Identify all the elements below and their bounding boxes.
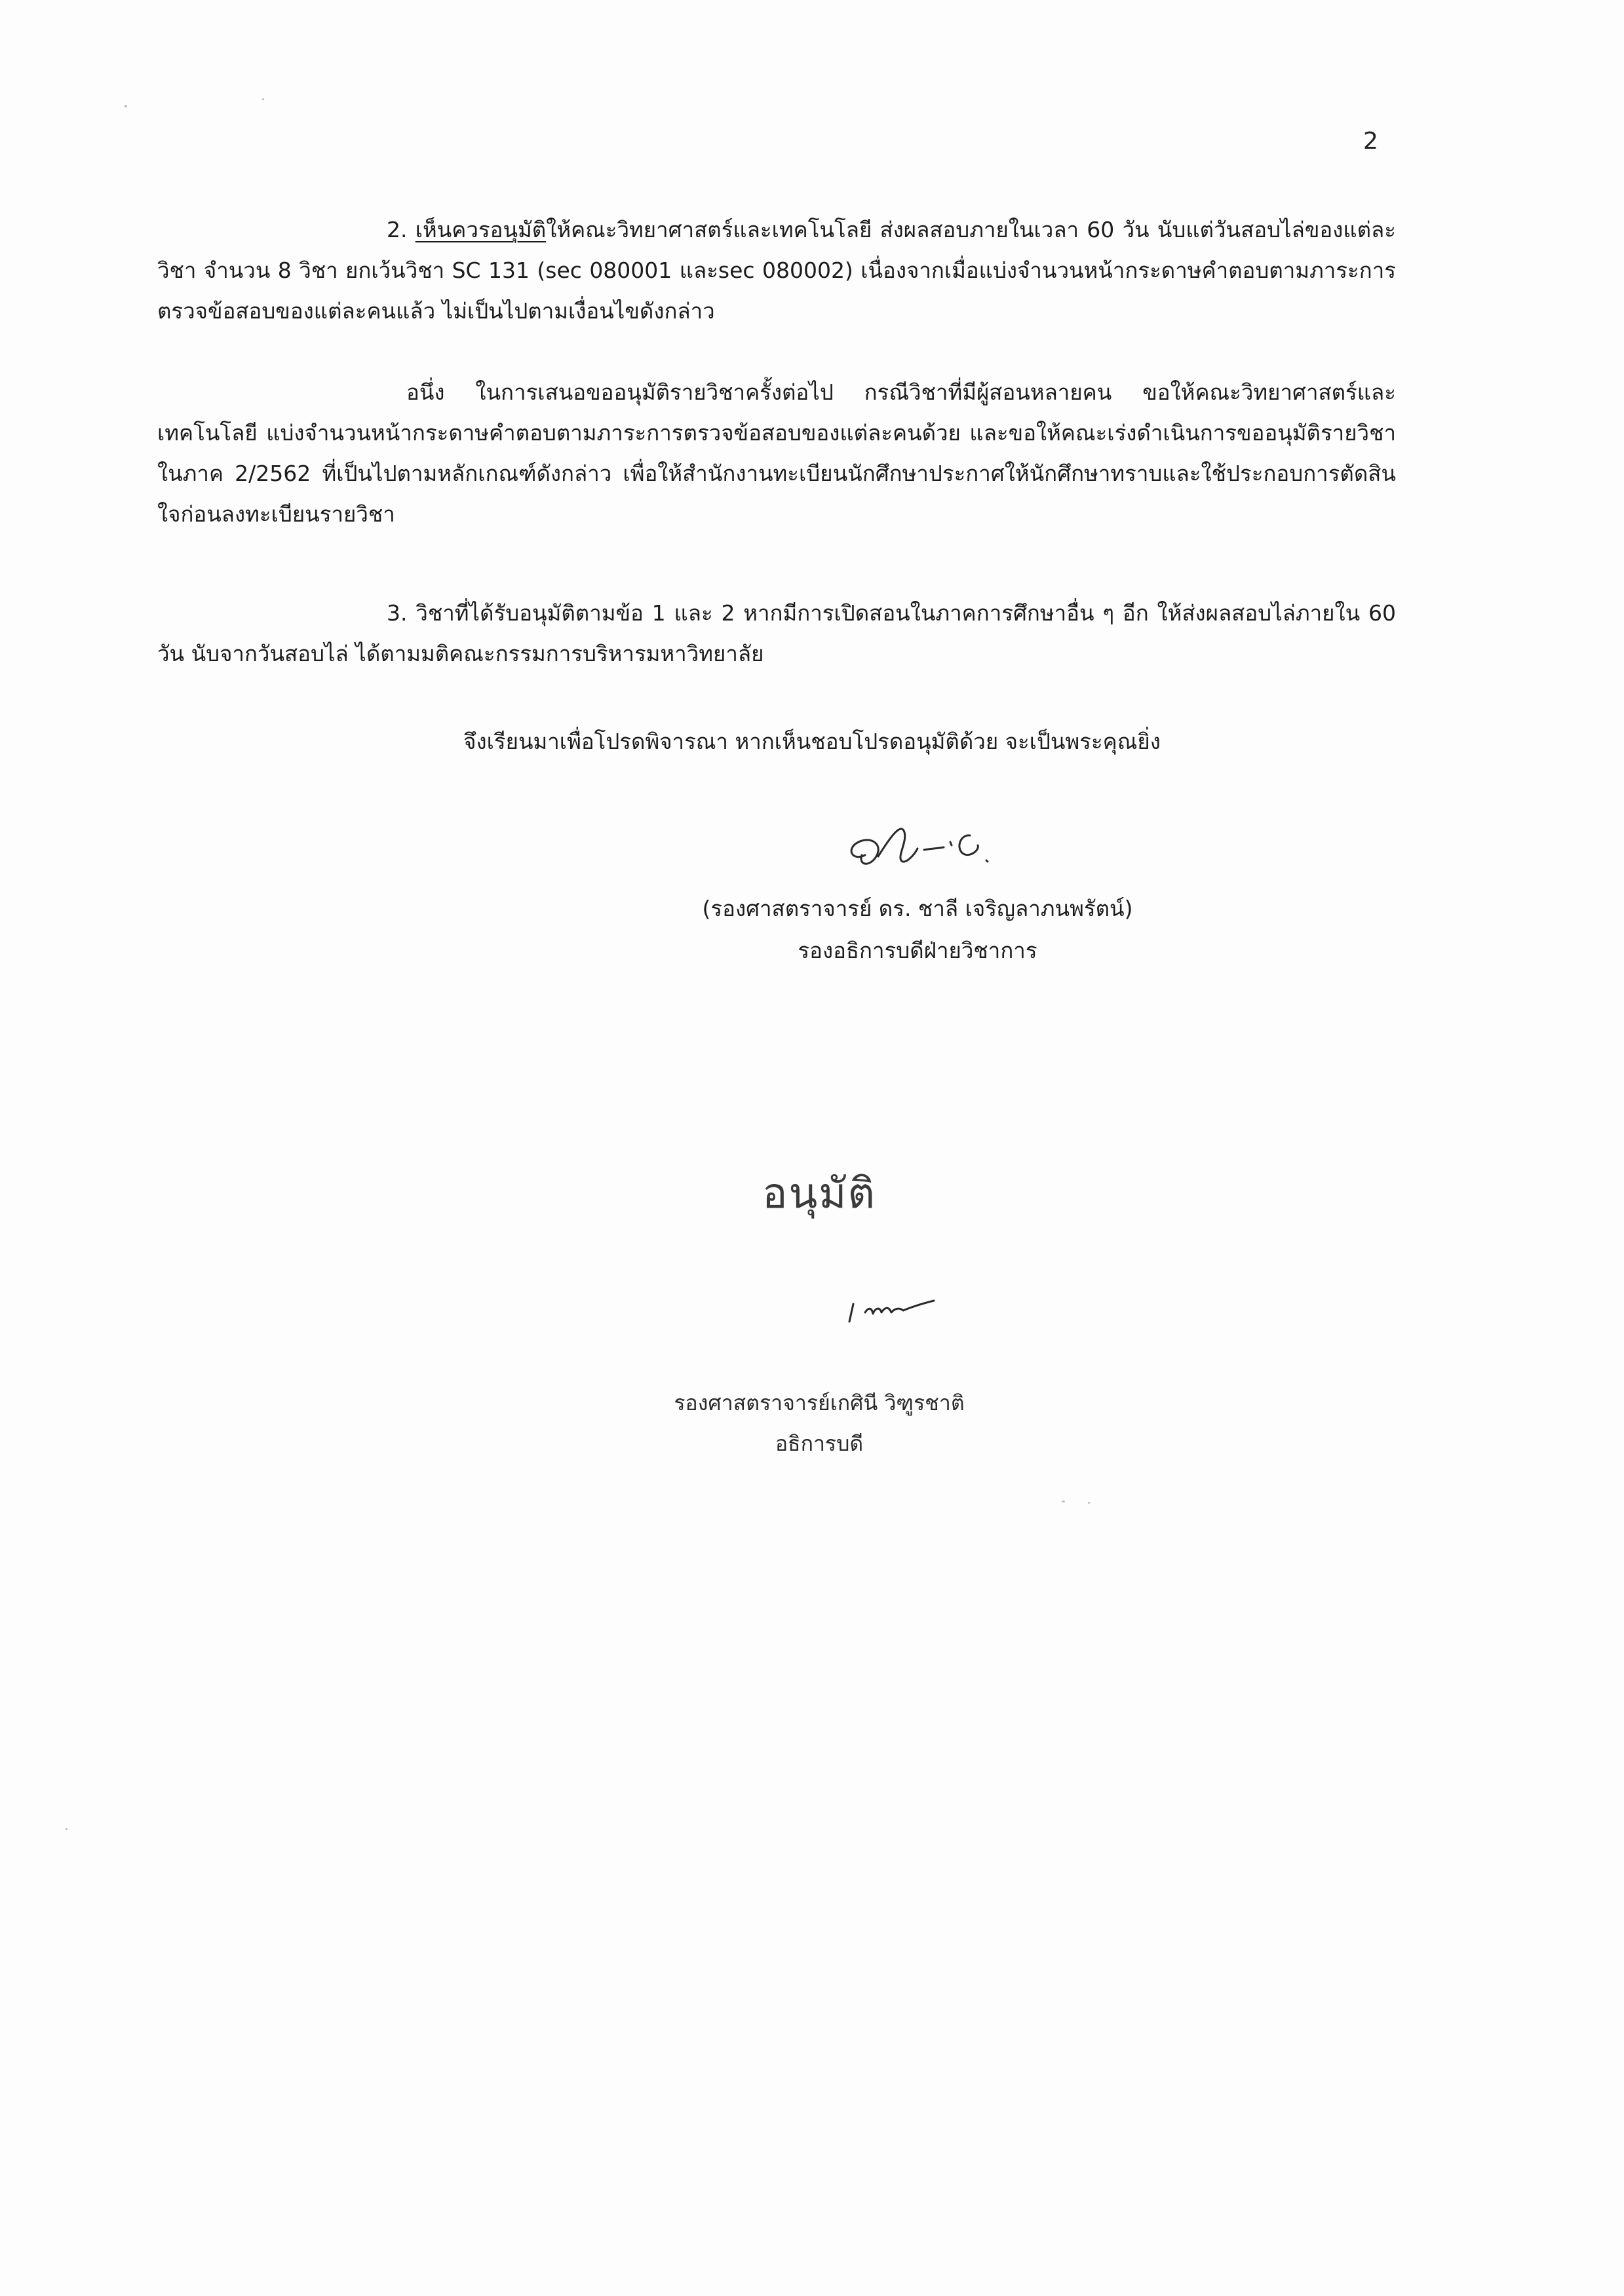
item-2-text: ให้คณะวิทยาศาสตร์และเทคโนโลยี ส่งผลสอบภายในเวลา 60 วัน นับแต่วันสอบไล่ของแต่ละวิชา จำนวน 8 วิชา ยกเว้นวิชา SC 131 (sec 080001 และsec 080002) เนื่องจากเมื่อแบ่งจำนวนหน้ากระดาษคำตอบตามภาระการตรวจข้อสอบของแต่ละคนแล้ว ไม่เป็นไปตามเงื่อนไขดังกล่าว	[157, 217, 1396, 324]
approval-stamp: อนุมัติ	[762, 1170, 876, 1218]
president-name: รองศาสตราจารย์เกศินี วิฑูรชาติ	[674, 1390, 965, 1415]
item-3-paragraph: 3. วิชาที่ได้รับอนุมัติตามข้อ 1 และ 2 หากมีการเปิดสอนในภาคการศึกษาอื่น ๆ อีก ให้ส่งผลสอบไล่ภายใน 60 วัน นับจากวันสอบไล่ ได้ตามมติคณะกรรมการบริหารมหาวิทยาลัย	[157, 600, 1396, 666]
scan-speck	[125, 105, 127, 107]
scan-speck	[1062, 1501, 1065, 1502]
scan-speck	[262, 98, 264, 100]
president-block	[590, 1383, 1049, 1464]
note-paragraph: อนึ่ง ในการเสนอขออนุมัติรายวิชาครั้งต่อไป กรณีวิชาที่มีผู้สอนหลายคน ขอให้คณะวิทยาศาสตร์และเทคโนโลยี แบ่งจำนวนหน้ากระดาษคำตอบตามภาระการตรวจข้อสอบของแต่ละคนด้วย และขอให้คณะเร่งดำเนินการขออนุมัติรายวิชาในภาค 2/2562 ที่เป็นไปตามหลักเกณฑ์ดังกล่าว เพื่อให้สำนักงานทะเบียนนักศึกษาประกาศให้นักศึกษาทราบและใช้ประกอบการตัดสินใจก่อนลงทะเบียนรายวิชา	[157, 379, 1396, 527]
item-2-number: 2.	[387, 217, 408, 242]
item-2-underlined-phrase: เห็นควรอนุมัติ	[415, 217, 547, 242]
vice-president-block	[655, 888, 1180, 972]
scan-speck	[1088, 1502, 1090, 1504]
vice-president-name: (รองศาสตราจารย์ ดร. ชาลี เจริญลาภนพรัตน์)	[702, 896, 1133, 921]
vice-president-position: รองอธิการบดีฝ่ายวิชาการ	[798, 938, 1037, 963]
closing-sentence: จึงเรียนมาเพื่อโปรดพิจารณา หากเห็นชอบโปรดอนุมัติด้วย จะเป็นพระคุณยิ่ง	[463, 729, 1161, 754]
vice-president-signature	[839, 809, 1049, 881]
president-signature	[845, 1281, 976, 1333]
president-position: อธิการบดี	[775, 1431, 864, 1456]
item-2-paragraph	[157, 210, 1396, 332]
page-number: 2	[1363, 128, 1378, 155]
scan-speck	[66, 1828, 68, 1830]
